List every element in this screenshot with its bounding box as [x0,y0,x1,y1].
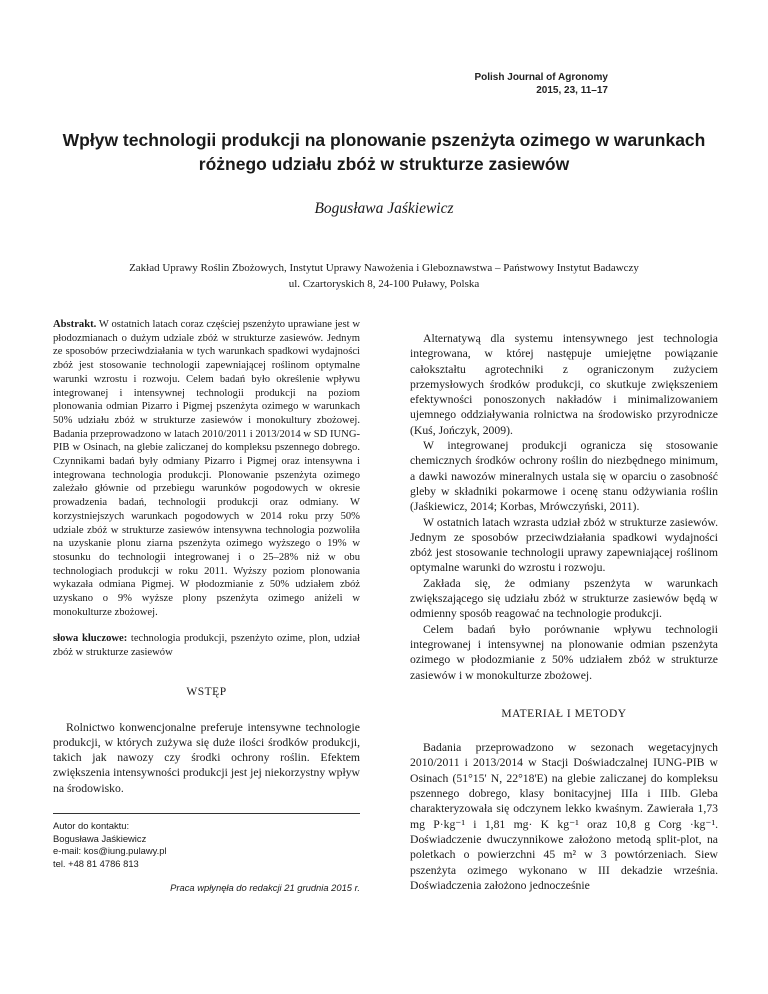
keywords-text: technologia produkcji, pszenżyto ozime, plon, udział zbóż w strukturze zasiewów [53,633,360,659]
received-date: Praca wpłynęła do redakcji 21 grudnia 2015 r. [170,882,360,894]
article-title [40,128,728,176]
author-name: Bogusława Jaśkiewicz [314,200,454,217]
right-paragraph-3: W ostatnich latach wzrasta udział zbóż w strukturze zasiewów. Jednym ze sposobów przeciwdziałania spadkowi wydajności zbóż jest stosowanie technologii uprawy zapewniającej roślinom optymalne warunki do wzrostu i rozwoju. [410,515,718,575]
right-paragraph-2: W integrowanej produkcji ogranicza się stosowanie chemicznych środków ochrony roślin do niezbędnego minimum, a dawki nawozów mineralnych ustala się w oparciu o zasobność gleby w składniki pokarmowe i ocenę stanu odżywiania roślin (Jaśkiewicz, 2014; Korbas, Mrówczyński, 2011). [410,439,718,514]
contact-box [53,813,360,870]
journal-issue: 2015, 23, 11–17 [536,85,608,96]
abstract-label: Abstrakt. [53,319,97,330]
keywords-label: słowa kluczowe: [53,633,128,645]
journal-name: Polish Journal of Agronomy [474,72,608,83]
abstract [53,318,360,619]
methods-heading: MATERIAŁ I METODY [501,707,627,720]
right-paragraph-1: Alternatywą dla systemu intensywnego jest technologia integrowana, w której następuje umiejętne powiązanie całokształtu agrotechniki z ograniczonym zużyciem przemysłowych środków produkcji, co skutkuje zwiększeniem efektywności ponoszonych nakładów i minimalizowaniem ujemnego oddziaływania rolnictwa na środowisko przyrodnicze (Kuś, Jończyk, 2009). [410,332,718,437]
abstract-text: W ostatnich latach coraz częściej pszenżyto uprawiane jest w płodozmianach o dużym udziale zbóż w strukturze zasiewów. Jednym ze sposobów przeciwdziałania w tych warunkach spadkowi wydajności zbóż jest stosowanie technologii zapewniającej roślinom optymalne warunki wzrostu i rozwoju. Celem badań było określenie wpływu integrowanej i intensywnej technologii produkcji na poziom plonowania odmian Pizarro i Pigmej pszenżyta ozimego w warunkach 50% udziału zbóż w strukturze zasiewów i monokultury zbożowej. Badania przeprowadzono w latach 2010/2011 i 2013/2014 w SD IUNG-PIB w Osinach, na glebie zaliczanej do kompleksu pszennego dobrego. Czynnikami badań były odmiany Pizarro i Pigmej oraz intensywna i integrowana technologia produkcji. Plonowanie pszenżyta ozimego zależało głównie od przebiegu warunków pogodowych w okresie prowadzenia badań, technologii produkcji oraz odmiany. W korzystniejszych warunkach pogodowych w 2014 roku przy 50% udziale zbóż w strukturze zasiewów intensywna technologia pozwoliła na uzyskanie plonu ziarna pszenżyta ozimego wyższego o 19% w stosunku do technologii integrowanej i o 25–28% niż w obu technologiach produkcji w roku 2011. Wyższy poziom plonowania wykazała odmiana Pigmej. W płodozmianie z 50% udziałem zbóż uzyskano o 9% wyższe plony pszenżyta ozimego aniżeli w monokulturze zbożowej. [53,319,360,618]
left-column [53,318,360,895]
journal-header [474,71,608,97]
affiliation-line-1: Zakład Uprawy Roślin Zbożowych, Instytut Uprawy Nawożenia i Gleboznawstwa – Państwowy Instytut Badawczy [129,262,639,274]
contact-email: e-mail: kos@iung.pulawy.pl [53,845,167,857]
intro-body [53,720,360,796]
intro-heading: WSTĘP [186,685,227,698]
contact-name: Bogusława Jaśkiewicz [53,832,147,844]
keywords [53,632,360,659]
title-line-2: różnego udziału zbóż w strukturze zasiewów [198,154,570,174]
right-paragraph-4: Zakłada się, że odmiany pszenżyta w warunkach zwiększającego się udziału zbóż w strukturze zasiewów będą w odmienny sposób reagować na technologie produkcji. [410,576,718,621]
right-paragraph-5: Celem badań było porównanie wpływu technologii integrowanej i intensywnej na plonowanie odmian pszenżyta ozimego w płodozmianie z 50% udziałem zbóż w strukturze zasiewów i w monokulturze zbożowej. [410,622,718,682]
intro-paragraph: Rolnictwo konwencjonalne preferuje intensywne technologie produkcji, w których zużywa się duże ilości środków produkcji, takich jak nawozy czy środki ochrony roślin. Efektem zwiększenia intensywności produkcji jest jej niekorzystny wpływ na środowisko. [53,720,360,795]
affiliation-line-2: ul. Czartoryskich 8, 24-100 Puławy, Polska [288,278,480,290]
methods-paragraph: Badania przeprowadzono w sezonach wegetacyjnych 2010/2011 i 2013/2014 w Stacji Doświadczalnej IUNG-PIB w Osinach (51°15' N, 22°18'E) na glebie zaliczanej do kompleksu pszennego dobrego, klasy bonitacyjnej IIIa i IIIb. Gleba charakteryzowała się odczynem lekko kwaśnym. Zawierała 1,73 mg P·kg⁻¹ i 1,81 mg· K kg⁻¹ oraz 10,8 g Corg ·kg⁻¹. Doświadczenie dwuczynnikowe założono metodą split-plot, na poletkach o powierzchni 45 m² w 3 powtórzeniach. Siew pszenżyta ozimego wykonano w III dekadzie września. Doświadczenia założono jednocześnie [410,741,718,892]
affiliation [40,260,728,292]
contact-phone: tel. +48 81 4786 813 [53,857,139,869]
title-line-1: Wpływ technologii produkcji na plonowanie pszenżyta ozimego w warunkach [62,130,706,150]
contact-label: Autor do kontaktu: [53,820,130,832]
right-column [410,331,718,893]
